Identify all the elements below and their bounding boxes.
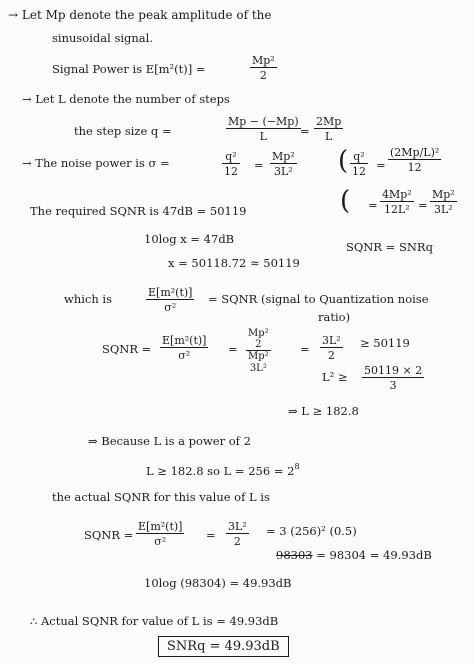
- signal-power-lhs: Signal Power is E[m²(t)] =: [52, 62, 206, 76]
- noise-equals: =: [254, 158, 264, 172]
- sqnr-num-3: 3L²: [322, 334, 341, 347]
- noise-fraction-1: [222, 150, 240, 178]
- step-size-fraction-2: [314, 115, 343, 143]
- step-size-fraction-1: [226, 115, 301, 143]
- signal-power-fraction: [250, 54, 277, 82]
- which-fraction: [146, 286, 194, 314]
- actual-fraction-2: [226, 520, 249, 548]
- side-fraction-1: [350, 150, 368, 178]
- side-left-paren-2: (: [340, 186, 351, 216]
- sqnr-num-1: E[m²(t)]: [162, 334, 207, 347]
- required-sqnr: The required SQNR is 47dB = 50119: [30, 204, 247, 218]
- which-rhs: = SQNR (signal to Quantization noise: [208, 292, 429, 306]
- side-equals-2: =: [368, 198, 378, 212]
- sqnr-equals-1: =: [228, 342, 238, 356]
- side-num-4: Mp²: [432, 188, 455, 201]
- l-so-exponent: 8: [294, 462, 300, 471]
- noise-num-1: q²: [222, 150, 240, 164]
- side-fraction-4: [430, 188, 457, 216]
- l-squared-fraction: [362, 364, 424, 392]
- l-squared-num: 50119 × 2: [364, 364, 423, 377]
- side-den-4: 3L²: [434, 203, 453, 216]
- actual-sqnr-lhs: SQNR =: [84, 528, 134, 542]
- side-fraction-3: [380, 188, 414, 216]
- actual-den-2: 2: [233, 535, 241, 548]
- step-size-den-2: L: [325, 130, 333, 143]
- final-answer-box: SNRq = 49.93dB: [158, 636, 289, 657]
- l-so-text: L ≥ 182.8 so L = 256 = 2: [146, 464, 295, 478]
- intro-line-1: → Let Mp denote the peak amplitude of the: [8, 8, 272, 22]
- actual-fraction-1: [136, 520, 184, 548]
- actual-result-line: [276, 548, 432, 562]
- side-equals-3: =: [418, 198, 428, 212]
- sqnr-fraction-1: [160, 334, 208, 362]
- which-num: E[m²(t)]: [148, 286, 193, 299]
- sqnr-den-2b: 3L²: [249, 363, 267, 374]
- sqnr-equals-snrq: SQNR = SNRq: [346, 240, 433, 254]
- struck-value: 98303: [276, 548, 313, 562]
- log-result-line: 10log (98304) = 49.93dB: [144, 576, 292, 590]
- step-size-den-1: L: [259, 130, 267, 143]
- sqnr-den-3: 2: [327, 349, 335, 362]
- sqnr-den-2a: Mp²: [248, 351, 269, 362]
- signal-power-den: 2: [259, 69, 267, 82]
- step-size-num-1: Mp − (−Mp): [228, 115, 299, 128]
- sqnr-compound-fraction: [246, 328, 271, 374]
- noise-den-1: 12: [224, 165, 238, 178]
- actual-num-1: E[m²(t)]: [138, 520, 183, 533]
- side-den-3: 12L²: [384, 203, 410, 216]
- actual-den-1: σ²: [154, 535, 167, 548]
- which-den: σ²: [164, 301, 177, 314]
- sqnr-den-1: σ²: [178, 349, 191, 362]
- sqnr-num-2a: Mp²: [248, 328, 269, 339]
- because-line: ⇒ Because L is a power of 2: [88, 434, 251, 448]
- side-fraction-2: [388, 146, 441, 174]
- sqnr-equals-2: =: [300, 342, 310, 356]
- noise-fraction-2: [270, 150, 297, 178]
- actual-sqnr-line: the actual SQNR for this value of L is: [52, 490, 270, 504]
- ratio-label: ratio): [318, 310, 351, 324]
- l-ge-result: ⇒ L ≥ 182.8: [288, 404, 359, 418]
- sqnr-fraction-3: [320, 334, 343, 362]
- side-den-1: 12: [352, 165, 366, 178]
- actual-result-value: = 98304 = 49.93dB: [316, 548, 432, 562]
- l-so-line: [146, 460, 300, 478]
- step-size-lhs: the step size q =: [74, 124, 172, 138]
- l-squared-ge: L² ≥: [322, 370, 348, 384]
- actual-rhs: = 3 (256)² (0.5): [266, 524, 357, 538]
- step-size-equals: =: [300, 124, 310, 138]
- sqnr-num-2b: 2: [246, 339, 271, 351]
- actual-equals-1: =: [206, 528, 216, 542]
- side-num-1: q²: [350, 150, 368, 164]
- side-den-2: 12: [407, 161, 422, 174]
- noise-den-2: 3L²: [274, 165, 293, 178]
- which-is-label: which is: [64, 292, 113, 306]
- side-num-2: (2Mp/L)²: [390, 146, 440, 159]
- side-equals-1: =: [376, 158, 386, 172]
- side-left-paren-1: (: [338, 146, 349, 176]
- noise-power-lhs: → The noise power is σ =: [22, 156, 170, 170]
- step-size-num-2: 2Mp: [316, 115, 342, 128]
- therefore-line: ∴ Actual SQNR for value of L is = 49.93dB: [30, 614, 279, 628]
- sqnr-lhs: SQNR =: [102, 342, 152, 356]
- log-equation: 10log x = 47dB: [144, 232, 235, 246]
- signal-power-num: Mp²: [252, 54, 275, 67]
- intro-line-2: sinusoidal signal.: [52, 31, 153, 45]
- side-num-3: 4Mp²: [382, 188, 412, 201]
- actual-num-2: 3L²: [228, 520, 247, 533]
- let-l-line: → Let L denote the number of steps: [22, 92, 230, 106]
- x-value: x = 50118.72 ≈ 50119: [168, 256, 300, 270]
- sqnr-ge: ≥ 50119: [360, 336, 410, 350]
- l-squared-den: 3: [389, 379, 397, 392]
- noise-num-2: Mp²: [272, 150, 295, 163]
